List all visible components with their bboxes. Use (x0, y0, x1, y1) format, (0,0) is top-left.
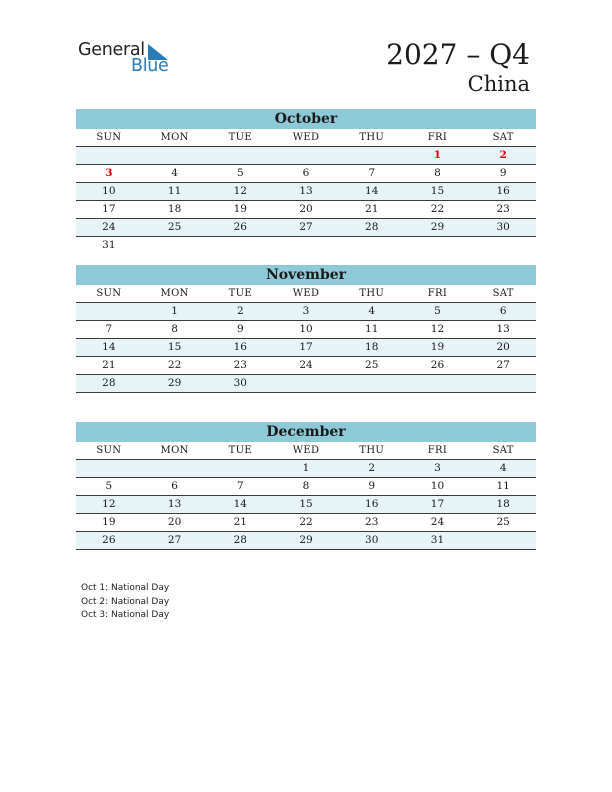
day-cell (273, 375, 339, 392)
day-cell: 1 (302, 462, 310, 474)
day-cell: 28 (365, 221, 379, 233)
country-subtitle: China (467, 72, 530, 96)
day-cell: 6 (499, 305, 507, 317)
weekday-label: SAT (492, 132, 514, 143)
day-cell: 17 (102, 203, 116, 215)
week-row (76, 165, 536, 183)
week-row (76, 237, 536, 254)
month-header: November (76, 265, 536, 285)
weekday-label: FRI (427, 445, 448, 456)
day-cell (207, 237, 273, 254)
weekday-label: MON (160, 445, 189, 456)
day-cell (76, 303, 142, 320)
weekday-label: THU (359, 132, 385, 143)
day-cell: 7 (368, 167, 376, 179)
day-cell: 20 (167, 516, 182, 528)
day-cell: 6 (171, 480, 178, 492)
day-cell: 17 (299, 341, 313, 353)
weekday-row (76, 285, 536, 303)
day-cell: 15 (167, 341, 182, 353)
day-cell: 20 (299, 203, 313, 215)
day-cell: 10 (299, 323, 313, 335)
day-cell: 20 (496, 341, 510, 353)
day-cell (142, 237, 208, 254)
day-cell: 29 (167, 377, 182, 389)
holiday-note: Oct 1: National Day (81, 583, 170, 593)
day-cell: 26 (430, 359, 445, 371)
day-cell: 30 (233, 377, 247, 389)
weekday-label: WED (292, 132, 320, 143)
day-cell: 23 (365, 516, 379, 528)
day-cell: 4 (368, 305, 376, 317)
day-cell: 12 (102, 498, 116, 510)
day-cell: 11 (365, 323, 379, 335)
logo-word-general: General (78, 40, 145, 60)
weekday-label: SAT (492, 288, 514, 299)
day-cell: 18 (496, 498, 510, 510)
day-cell: 1 (433, 149, 442, 161)
day-cell: 11 (496, 480, 510, 492)
weekday-row (76, 129, 536, 147)
logo-word-blue: Blue (131, 56, 169, 76)
day-cell (470, 237, 536, 254)
month-header: October (76, 109, 536, 129)
day-cell: 19 (430, 341, 445, 353)
day-cell: 13 (167, 498, 182, 510)
day-cell: 2 (236, 305, 244, 317)
day-cell: 31 (430, 534, 445, 546)
weekday-label: WED (292, 288, 320, 299)
day-cell: 22 (299, 516, 313, 528)
weekday-label: SUN (96, 445, 122, 456)
page-title: 2027 – Q4 (386, 38, 530, 71)
day-cell: 23 (233, 359, 247, 371)
day-cell: 27 (299, 221, 313, 233)
day-cell: 1 (171, 305, 178, 317)
day-cell: 26 (233, 221, 247, 233)
holiday-note: Oct 3: National Day (81, 610, 170, 620)
weekday-label: MON (160, 288, 189, 299)
day-cell: 25 (167, 221, 182, 233)
day-cell: 24 (299, 359, 313, 371)
week-row (76, 339, 536, 357)
day-cell: 13 (299, 185, 313, 197)
week-row (76, 375, 536, 393)
day-cell: 5 (105, 480, 113, 492)
weekday-label: TUE (228, 132, 252, 143)
day-cell: 9 (499, 167, 507, 179)
day-cell (76, 147, 142, 164)
generalblue-logo (78, 40, 178, 80)
weekday-label: WED (292, 445, 320, 456)
week-row (76, 532, 536, 550)
week-row (76, 478, 536, 496)
day-cell (470, 532, 536, 549)
day-cell: 12 (430, 323, 445, 335)
day-cell: 11 (167, 185, 182, 197)
week-row (76, 201, 536, 219)
day-cell (339, 237, 405, 254)
day-cell: 29 (299, 534, 313, 546)
day-cell: 27 (496, 359, 510, 371)
day-cell: 8 (171, 323, 178, 335)
day-cell: 16 (233, 341, 247, 353)
day-cell: 8 (434, 167, 441, 179)
day-cell: 21 (102, 359, 116, 371)
day-cell: 31 (102, 239, 116, 251)
day-cell: 17 (430, 498, 445, 510)
weekday-label: SUN (96, 132, 122, 143)
day-cell: 18 (365, 341, 379, 353)
week-row (76, 496, 536, 514)
day-cell: 7 (236, 480, 244, 492)
day-cell (273, 237, 339, 254)
day-cell (142, 147, 208, 164)
day-cell: 4 (499, 462, 507, 474)
day-cell: 14 (233, 498, 247, 510)
day-cell: 2 (368, 462, 376, 474)
day-cell: 19 (102, 516, 116, 528)
day-cell (273, 147, 339, 164)
holiday-note: Oct 2: National Day (81, 596, 170, 607)
day-cell: 15 (299, 498, 313, 510)
day-cell: 5 (434, 305, 441, 317)
weekday-row (76, 442, 536, 460)
day-cell: 24 (102, 221, 116, 233)
day-cell: 9 (368, 480, 376, 492)
week-row (76, 357, 536, 375)
day-cell: 18 (167, 203, 182, 215)
day-cell: 4 (171, 167, 178, 179)
day-cell: 16 (365, 498, 379, 510)
day-cell: 25 (496, 516, 510, 528)
day-cell: 29 (430, 221, 445, 233)
day-cell: 22 (430, 203, 445, 215)
week-row (76, 321, 536, 339)
week-row (76, 460, 536, 478)
day-cell: 28 (233, 534, 247, 546)
day-cell: 26 (102, 534, 116, 546)
month-october (76, 109, 536, 254)
day-cell: 22 (167, 359, 182, 371)
day-cell: 10 (102, 185, 116, 197)
month-december (76, 422, 536, 550)
day-cell: 21 (233, 516, 247, 528)
day-cell: 28 (102, 377, 116, 389)
weekday-label: FRI (427, 288, 448, 299)
day-cell: 5 (236, 167, 244, 179)
day-cell (339, 147, 405, 164)
day-cell: 21 (365, 203, 379, 215)
day-cell: 25 (365, 359, 379, 371)
day-cell (470, 375, 536, 392)
weekday-label: THU (359, 288, 385, 299)
day-cell: 3 (434, 462, 441, 474)
day-cell: 8 (302, 480, 310, 492)
day-cell: 13 (496, 323, 510, 335)
holiday-notes (81, 582, 169, 623)
day-cell: 9 (236, 323, 244, 335)
week-row (76, 514, 536, 532)
day-cell (142, 460, 208, 477)
day-cell (207, 460, 273, 477)
day-cell: 10 (430, 480, 445, 492)
weekday-label: FRI (427, 132, 448, 143)
day-cell (339, 375, 405, 392)
day-cell: 3 (105, 167, 113, 179)
day-cell (405, 375, 471, 392)
day-cell: 14 (102, 341, 116, 353)
day-cell: 7 (105, 323, 113, 335)
month-november (76, 265, 536, 393)
day-cell: 24 (430, 516, 445, 528)
weekday-label: TUE (228, 445, 252, 456)
day-cell: 15 (430, 185, 445, 197)
week-row (76, 183, 536, 201)
day-cell: 30 (496, 221, 510, 233)
day-cell (207, 147, 273, 164)
weekday-label: THU (359, 445, 385, 456)
day-cell: 16 (496, 185, 510, 197)
day-cell (76, 460, 142, 477)
day-cell: 14 (365, 185, 379, 197)
week-row (76, 303, 536, 321)
day-cell: 12 (233, 185, 247, 197)
weekday-label: SUN (96, 288, 122, 299)
day-cell: 27 (167, 534, 182, 546)
weekday-label: MON (160, 132, 189, 143)
day-cell: 19 (233, 203, 247, 215)
day-cell: 30 (365, 534, 379, 546)
weekday-label: TUE (228, 288, 252, 299)
day-cell (405, 237, 471, 254)
weekday-label: SAT (492, 445, 514, 456)
week-row (76, 219, 536, 237)
day-cell: 3 (302, 305, 310, 317)
day-cell: 2 (499, 149, 507, 161)
month-header: December (76, 422, 536, 442)
day-cell: 6 (302, 167, 310, 179)
week-row (76, 147, 536, 165)
day-cell: 23 (496, 203, 510, 215)
